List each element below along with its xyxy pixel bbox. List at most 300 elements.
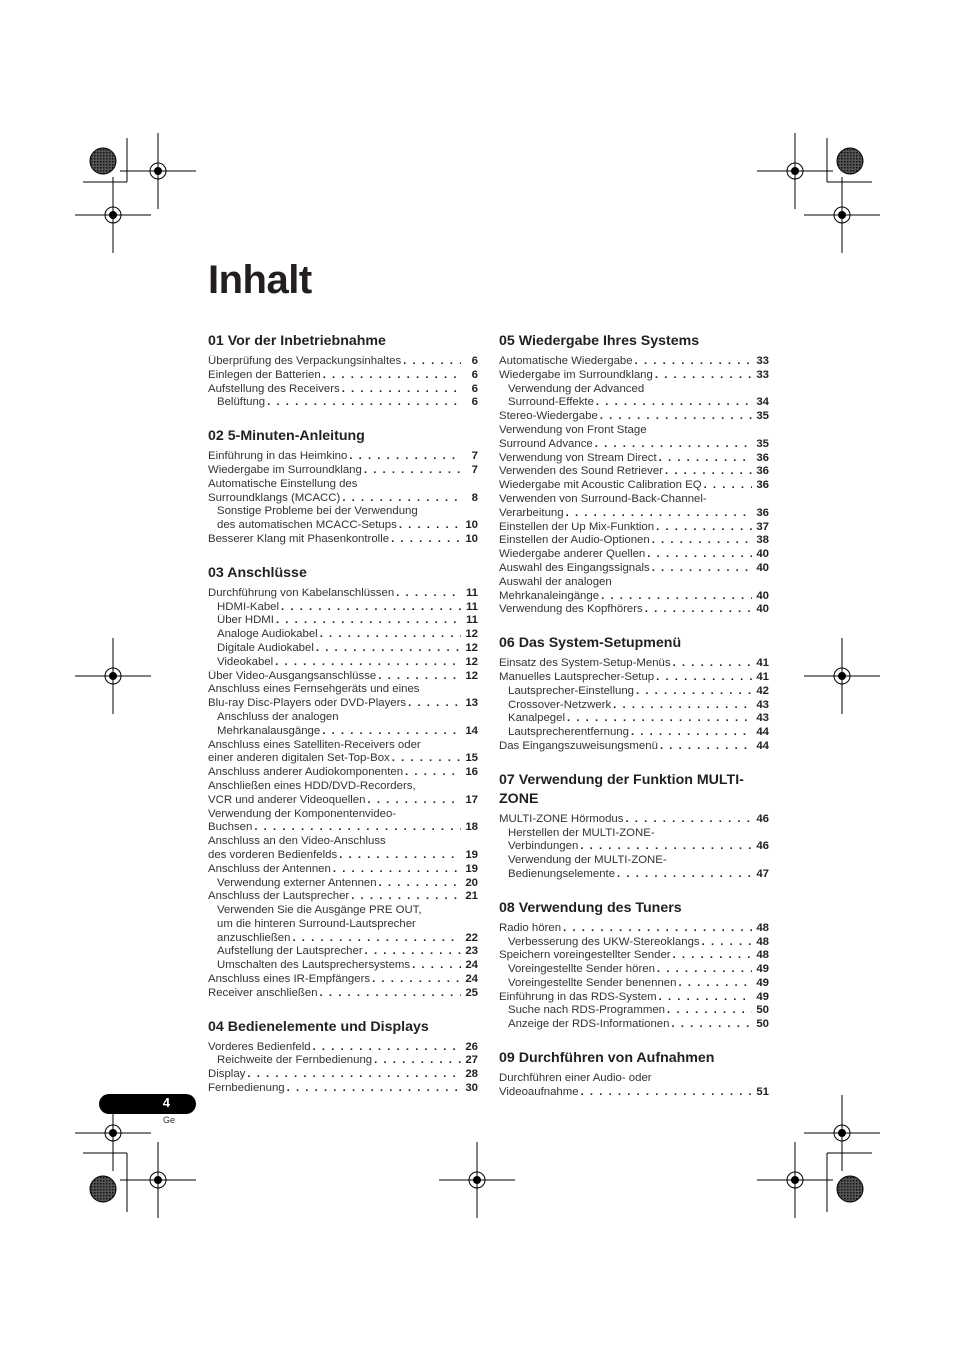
entry-page-number: 25 [465,986,478,999]
entry-text: Verwendung der Advanced [508,382,645,395]
entry-text: Verwendung der MULTI-ZONE- [508,854,667,867]
entry-text: Display [208,1068,246,1081]
entry-text: Anschluss der Lautsprecher [208,890,350,903]
dot-leader [601,590,752,604]
entry-page-number: 49 [756,963,769,976]
toc-entry[interactable] [208,587,478,601]
toc-subentry[interactable] [208,601,478,615]
entry-text: Das Eingangszuweisungsmenü [499,739,658,752]
entry-text: Sonstige Probleme bei der Verwendung [217,505,418,518]
entry-page-number: 42 [756,684,769,697]
toc-entry[interactable] [499,355,769,369]
registration-target-icon [120,1142,196,1218]
entry-page-number: 17 [465,793,478,806]
toc-subentry[interactable] [499,726,769,740]
entry-text: Reichweite der Fernbedienung [217,1054,373,1067]
entry-text: Videokabel [217,655,274,668]
entry-page-number: 11 [465,614,478,627]
toc-entry[interactable] [499,465,769,479]
entry-page-number: 6 [471,382,478,395]
entry-text: HDMI-Kabel [217,600,280,613]
registration-target-icon [804,177,880,253]
toc-subentry[interactable] [499,685,769,699]
entry-text: Belüftung [217,396,266,409]
toc-entry[interactable] [208,670,478,684]
dot-leader [678,977,752,991]
entry-page-number: 35 [756,410,769,423]
toc-subentry[interactable] [208,656,478,670]
dot-leader [656,671,752,685]
entry-page-number: 50 [756,1018,769,1031]
toc-subentry[interactable] [499,1004,769,1018]
toc-entry[interactable] [499,603,769,617]
section-heading[interactable]: 04 Bedienelemente und Displays [208,1018,429,1035]
toc-entry[interactable] [208,478,478,506]
dot-leader [247,1068,461,1082]
entry-page-number: 49 [756,976,769,989]
entry-text: Anschluss der analogen [217,710,339,723]
dot-leader [659,452,752,466]
entry-text: Über HDMI [217,614,274,627]
dot-leader [671,1018,752,1032]
toc-entry[interactable] [208,766,478,780]
toc-entry[interactable] [499,949,769,963]
entry-page-number: 38 [756,534,769,547]
entry-text: Vorderes Bedienfeld [208,1040,311,1053]
dot-leader [635,355,752,369]
dot-leader [320,628,461,642]
entry-text: Verarbeitung [499,506,564,519]
entry-page-number: 6 [471,355,478,367]
entry-page-number: 37 [756,520,769,533]
entry-page-number: 8 [471,491,478,504]
toc-subentry[interactable] [499,712,769,726]
entry-text: Fernbedienung [208,1082,285,1095]
dot-leader [659,991,752,1005]
toc-entry[interactable] [499,369,769,383]
entry-page-number: 33 [756,355,769,367]
toc-entry[interactable] [208,1082,478,1096]
entry-text: des vorderen Bedienfelds [208,848,338,861]
entry-text: Umschalten des Lautsprechersystems [217,959,411,972]
registration-target-icon [75,638,151,714]
entry-page-number: 33 [756,368,769,381]
entry-text: Verwendung des Kopfhörers [499,603,643,616]
toc-column-left [208,332,478,1113]
entry-page-number: 11 [465,600,478,613]
entry-page-number: 44 [756,726,769,739]
entry-text: Stereo-Wiedergabe [499,410,598,423]
dot-leader [403,355,461,369]
entry-text: Aufstellung des Receivers [208,382,340,395]
dot-leader [392,752,461,766]
entry-text: Mehrkanalausgänge [217,724,321,737]
toc-subentry[interactable] [208,904,478,945]
section-heading[interactable]: 09 Durchführen von Aufnahmen [499,1050,715,1067]
toc-section [499,634,769,754]
entry-page-number: 35 [756,437,769,450]
entry-text: Analoge Audiokabel [217,628,318,641]
dot-leader [566,507,752,521]
dot-leader [580,840,752,854]
entry-page-number: 41 [756,657,769,670]
entry-text: Crossover-Netzwerk [508,698,612,711]
toc-entry[interactable] [208,739,478,767]
entry-page-number: 27 [465,1054,478,1067]
toc-entry[interactable] [499,813,769,827]
registration-target-icon [757,133,833,209]
entry-text: Automatische Wiedergabe [499,355,633,367]
entry-text: Bedienungselemente [508,867,616,880]
toc-entry[interactable] [208,383,478,397]
toc-entry[interactable] [208,683,478,711]
dot-leader [656,521,752,535]
entry-text: um die hinteren Surround-Lautsprecher [217,917,416,930]
entry-text: Durchführen einer Audio- oder [499,1072,652,1085]
entry-text: Wiedergabe anderer Quellen [499,548,646,561]
toc-subentry[interactable] [499,699,769,713]
toc-entry[interactable] [208,1068,478,1082]
toc-entry[interactable] [499,671,769,685]
dot-leader [667,1004,752,1018]
entry-page-number: 28 [465,1068,478,1081]
dot-leader [645,603,752,617]
toc-subentry[interactable] [208,1054,478,1068]
entry-text: Einführung in das Heimkino [208,450,348,463]
entry-page-number: 22 [465,931,478,944]
entry-page-number: 48 [756,935,769,948]
entry-page-number: 26 [465,1040,478,1053]
entry-text: Wiedergabe im Surroundklang [499,368,653,381]
dot-leader [600,410,752,424]
toc-entry[interactable] [208,987,478,1001]
dot-leader [316,642,461,656]
entry-page-number: 23 [465,945,478,958]
registration-target-icon [804,1095,880,1171]
entry-text: Voreingestellte Sender hören [508,963,655,976]
toc-entry[interactable] [208,369,478,383]
entry-text: Wiedergabe mit Acoustic Calibration EQ [499,479,702,492]
entry-page-number: 15 [465,752,478,765]
toc-entry[interactable] [499,991,769,1005]
toc-subentry[interactable] [499,963,769,977]
dot-leader [399,519,461,533]
dot-leader [563,922,752,936]
toc-section [208,1018,478,1096]
entry-page-number: 50 [756,1004,769,1017]
entry-text: Auswahl des Eingangssignals [499,561,650,574]
entry-page-number: 12 [465,641,478,654]
entry-text: Anzeige der RDS-Informationen [508,1018,670,1031]
section-heading[interactable]: 03 Anschlüsse [208,564,307,581]
entry-text: Verwendung von Stream Direct [499,451,657,464]
toc-entry[interactable] [499,562,769,576]
entry-page-number: 48 [756,921,769,934]
entry-text: Verwenden Sie die Ausgänge PRE OUT, [217,904,422,917]
entry-text: Surround Advance [499,437,593,450]
entry-page-number: 10 [465,519,478,532]
dot-leader [673,657,752,671]
registration-target-icon [804,638,880,714]
toc-subentry[interactable] [499,854,769,882]
entry-text: Surroundklangs (MCACC) [208,491,341,504]
toc-subentry[interactable] [208,396,478,410]
dot-leader [287,1082,461,1096]
entry-page-number: 7 [471,463,478,476]
toc-section [499,1049,769,1100]
dot-leader [613,699,752,713]
page-title: Inhalt [208,258,312,302]
toc-section [208,427,478,547]
dot-leader [351,890,461,904]
dot-leader [657,963,752,977]
section-heading[interactable]: 02 5-Minuten-Anleitung [208,428,365,445]
dot-leader [673,949,752,963]
dot-leader [660,740,752,754]
entry-text: Verwendung externer Antennen [217,876,377,889]
toc-entry[interactable] [208,890,478,904]
dot-leader [665,465,752,479]
entry-text: einer anderen digitalen Set-Top-Box [208,752,390,765]
entry-page-number: 6 [471,396,478,409]
toc-section [208,564,478,1001]
dot-leader [631,726,752,740]
dot-leader [333,863,461,877]
entry-text: Suche nach RDS-Programmen [508,1004,666,1017]
entry-text: des automatischen MCACC-Setups [217,519,397,532]
dot-leader [396,587,461,601]
toc-subentry[interactable] [499,827,769,855]
entry-text: Verbesserung des UKW-Stereoklangs [508,935,700,948]
entry-text: Digitale Audiokabel [217,641,314,654]
toc-entry[interactable] [208,973,478,987]
section-heading[interactable]: 06 Das System-Setupmenü [499,635,682,652]
dot-leader [320,987,461,1001]
dot-leader [374,1054,461,1068]
toc-entry[interactable] [208,464,478,478]
dot-leader [625,813,752,827]
dot-leader [349,450,461,464]
registration-disc-icon [90,1176,116,1202]
toc-entry[interactable] [499,410,769,424]
toc-entry[interactable] [208,533,478,547]
entry-text: Mehrkanaleingänge [499,589,600,602]
registration-disc-icon [837,1176,863,1202]
page-number-tab [99,1094,196,1114]
toc-entry[interactable] [208,1041,478,1055]
entry-page-number: 40 [756,548,769,561]
registration-target-icon [75,177,151,253]
entry-text: Überprüfung des Verpackungsinhaltes [208,355,402,367]
dot-leader [596,396,752,410]
dot-leader [364,464,461,478]
entry-page-number: 19 [465,848,478,861]
dot-leader [652,562,752,576]
toc-entry[interactable] [208,780,478,808]
toc-entry[interactable] [499,452,769,466]
entry-page-number: 46 [756,812,769,825]
toc-entry[interactable] [499,576,769,604]
toc-entry[interactable] [499,1072,769,1100]
registration-target-icon [120,133,196,209]
toc-entry[interactable] [208,835,478,863]
dot-leader [655,369,752,383]
entry-page-number: 43 [756,698,769,711]
entry-page-number: 24 [465,959,478,972]
toc-entry[interactable] [208,450,478,464]
dot-leader [267,396,461,410]
entry-text: Anschluss anderer Audiokomponenten [208,766,404,779]
entry-text: Verwenden des Sound Retriever [499,465,664,478]
toc-entry[interactable] [499,479,769,493]
entry-page-number: 6 [471,368,478,381]
entry-text: Verwendung von Front Stage [499,423,647,436]
dot-leader [378,670,461,684]
language-code: Ge [163,1115,176,1125]
dot-leader [405,766,461,780]
entry-text: Voreingestellte Sender benennen [508,976,677,989]
entry-text: Verwenden von Surround-Back-Channel- [499,492,707,505]
entry-text: Über Video-Ausgangsanschlüsse [208,669,377,682]
entry-text: Speichern voreingestellter Sender [499,949,671,962]
toc-section [208,332,478,410]
entry-text: Videoaufnahme [499,1085,579,1098]
entry-text: Verwendung der Komponentenvideo- [208,807,397,820]
entry-text: Anschluss an den Video-Anschluss [208,835,386,848]
toc-entry[interactable] [499,740,769,754]
toc-entry[interactable] [208,808,478,836]
registration-target-icon [439,1142,515,1218]
entry-page-number: 21 [465,890,478,903]
entry-text: MULTI-ZONE Hörmodus [499,812,624,825]
entry-page-number: 48 [756,949,769,962]
dot-leader [365,945,461,959]
entry-page-number: 12 [465,669,478,682]
dot-leader [323,369,461,383]
dot-leader [647,548,752,562]
toc-subentry[interactable] [208,711,478,739]
section-heading[interactable]: 07 Verwendung der Funktion MULTI-ZONE [499,771,744,807]
entry-page-number: 20 [465,876,478,889]
dot-leader [342,492,461,506]
entry-page-number: 41 [756,670,769,683]
dot-leader [595,438,752,452]
entry-text: Wiedergabe im Surroundklang [208,463,362,476]
toc-subentry[interactable] [499,977,769,991]
entry-page-number: 12 [465,655,478,668]
dot-leader [652,534,752,548]
dot-leader [408,697,461,711]
toc-subentry[interactable] [499,1018,769,1032]
entry-text: Blu-ray Disc-Players oder DVD-Players [208,697,407,710]
dot-leader [372,973,461,987]
dot-leader [702,936,752,950]
toc-entry[interactable] [499,521,769,535]
entry-page-number: 36 [756,479,769,492]
toc-subentry[interactable] [208,505,478,533]
toc-entry[interactable] [499,534,769,548]
toc-entry[interactable] [499,548,769,562]
entry-text: Anschluss eines Fernsehgeräts und eines [208,683,420,696]
dot-leader [581,1086,752,1100]
section-heading[interactable]: 08 Verwendung des Tuners [499,899,682,916]
dot-leader [704,479,752,493]
entry-page-number: 43 [756,712,769,725]
entry-text: Receiver anschließen [208,986,318,999]
entry-page-number: 16 [465,766,478,779]
registration-disc-icon [837,148,863,174]
entry-text: anzuschließen [217,931,291,944]
dot-leader [567,712,752,726]
toc-section [499,899,769,1032]
entry-page-number: 24 [465,973,478,986]
dot-leader [617,868,752,882]
entry-text: Auswahl der analogen [499,575,612,588]
dot-leader [391,533,461,547]
entry-text: Kanalpegel [508,712,566,725]
entry-text: Herstellen der MULTI-ZONE- [508,826,655,839]
dot-leader [292,932,461,946]
entry-page-number: 36 [756,506,769,519]
toc-subentry[interactable] [208,642,478,656]
entry-text: Lautsprecherentfernung [508,726,629,739]
entry-page-number: 40 [756,589,769,602]
toc-subentry[interactable] [208,945,478,959]
toc-entry[interactable] [499,657,769,671]
dot-leader [339,849,461,863]
entry-text: Anschluss eines IR-Empfängers [208,973,371,986]
entry-page-number: 30 [465,1082,478,1095]
toc-entry[interactable] [499,493,769,521]
entry-page-number: 10 [465,532,478,545]
toc-subentry[interactable] [499,936,769,950]
toc-entry[interactable] [208,355,478,369]
entry-text: Einstellen der Up Mix-Funktion [499,520,655,533]
entry-text: Einlegen der Batterien [208,368,321,381]
entry-text: Anschluss eines Satelliten-Receivers oder [208,738,421,751]
entry-page-number: 13 [465,697,478,710]
entry-page-number: 19 [465,862,478,875]
toc-column-right [499,332,769,1117]
toc-subentry[interactable] [499,383,769,411]
section-heading[interactable]: 05 Wiedergabe Ihres Systems [499,333,700,349]
entry-page-number: 12 [465,628,478,641]
toc-entry[interactable] [208,863,478,877]
section-heading[interactable]: 01 Vor der Inbetriebnahme [208,333,386,349]
entry-text: Buchsen [208,821,253,834]
entry-text: Aufstellung der Lautsprecher [217,945,363,958]
dot-leader [342,383,461,397]
entry-page-number: 18 [465,821,478,834]
toc-entry[interactable] [499,424,769,452]
toc-entry[interactable] [499,922,769,936]
entry-text: VCR und anderer Videoquellen [208,793,366,806]
entry-text: Einstellen der Audio-Optionen [499,534,650,547]
toc-subentry[interactable] [208,959,478,973]
entry-page-number: 36 [756,465,769,478]
entry-page-number: 40 [756,603,769,616]
entry-text: Anschluss der Antennen [208,862,331,875]
dot-leader [412,959,461,973]
registration-disc-icon [90,148,116,174]
entry-text: Durchführung von Kabelanschlüssen [208,586,395,599]
toc-subentry[interactable] [208,628,478,642]
toc-subentry[interactable] [208,614,478,628]
entry-text: Einführung in das RDS-System [499,990,657,1003]
entry-text: Anschließen eines HDD/DVD-Recorders, [208,779,416,792]
toc-subentry[interactable] [208,877,478,891]
entry-page-number: 7 [471,450,478,463]
